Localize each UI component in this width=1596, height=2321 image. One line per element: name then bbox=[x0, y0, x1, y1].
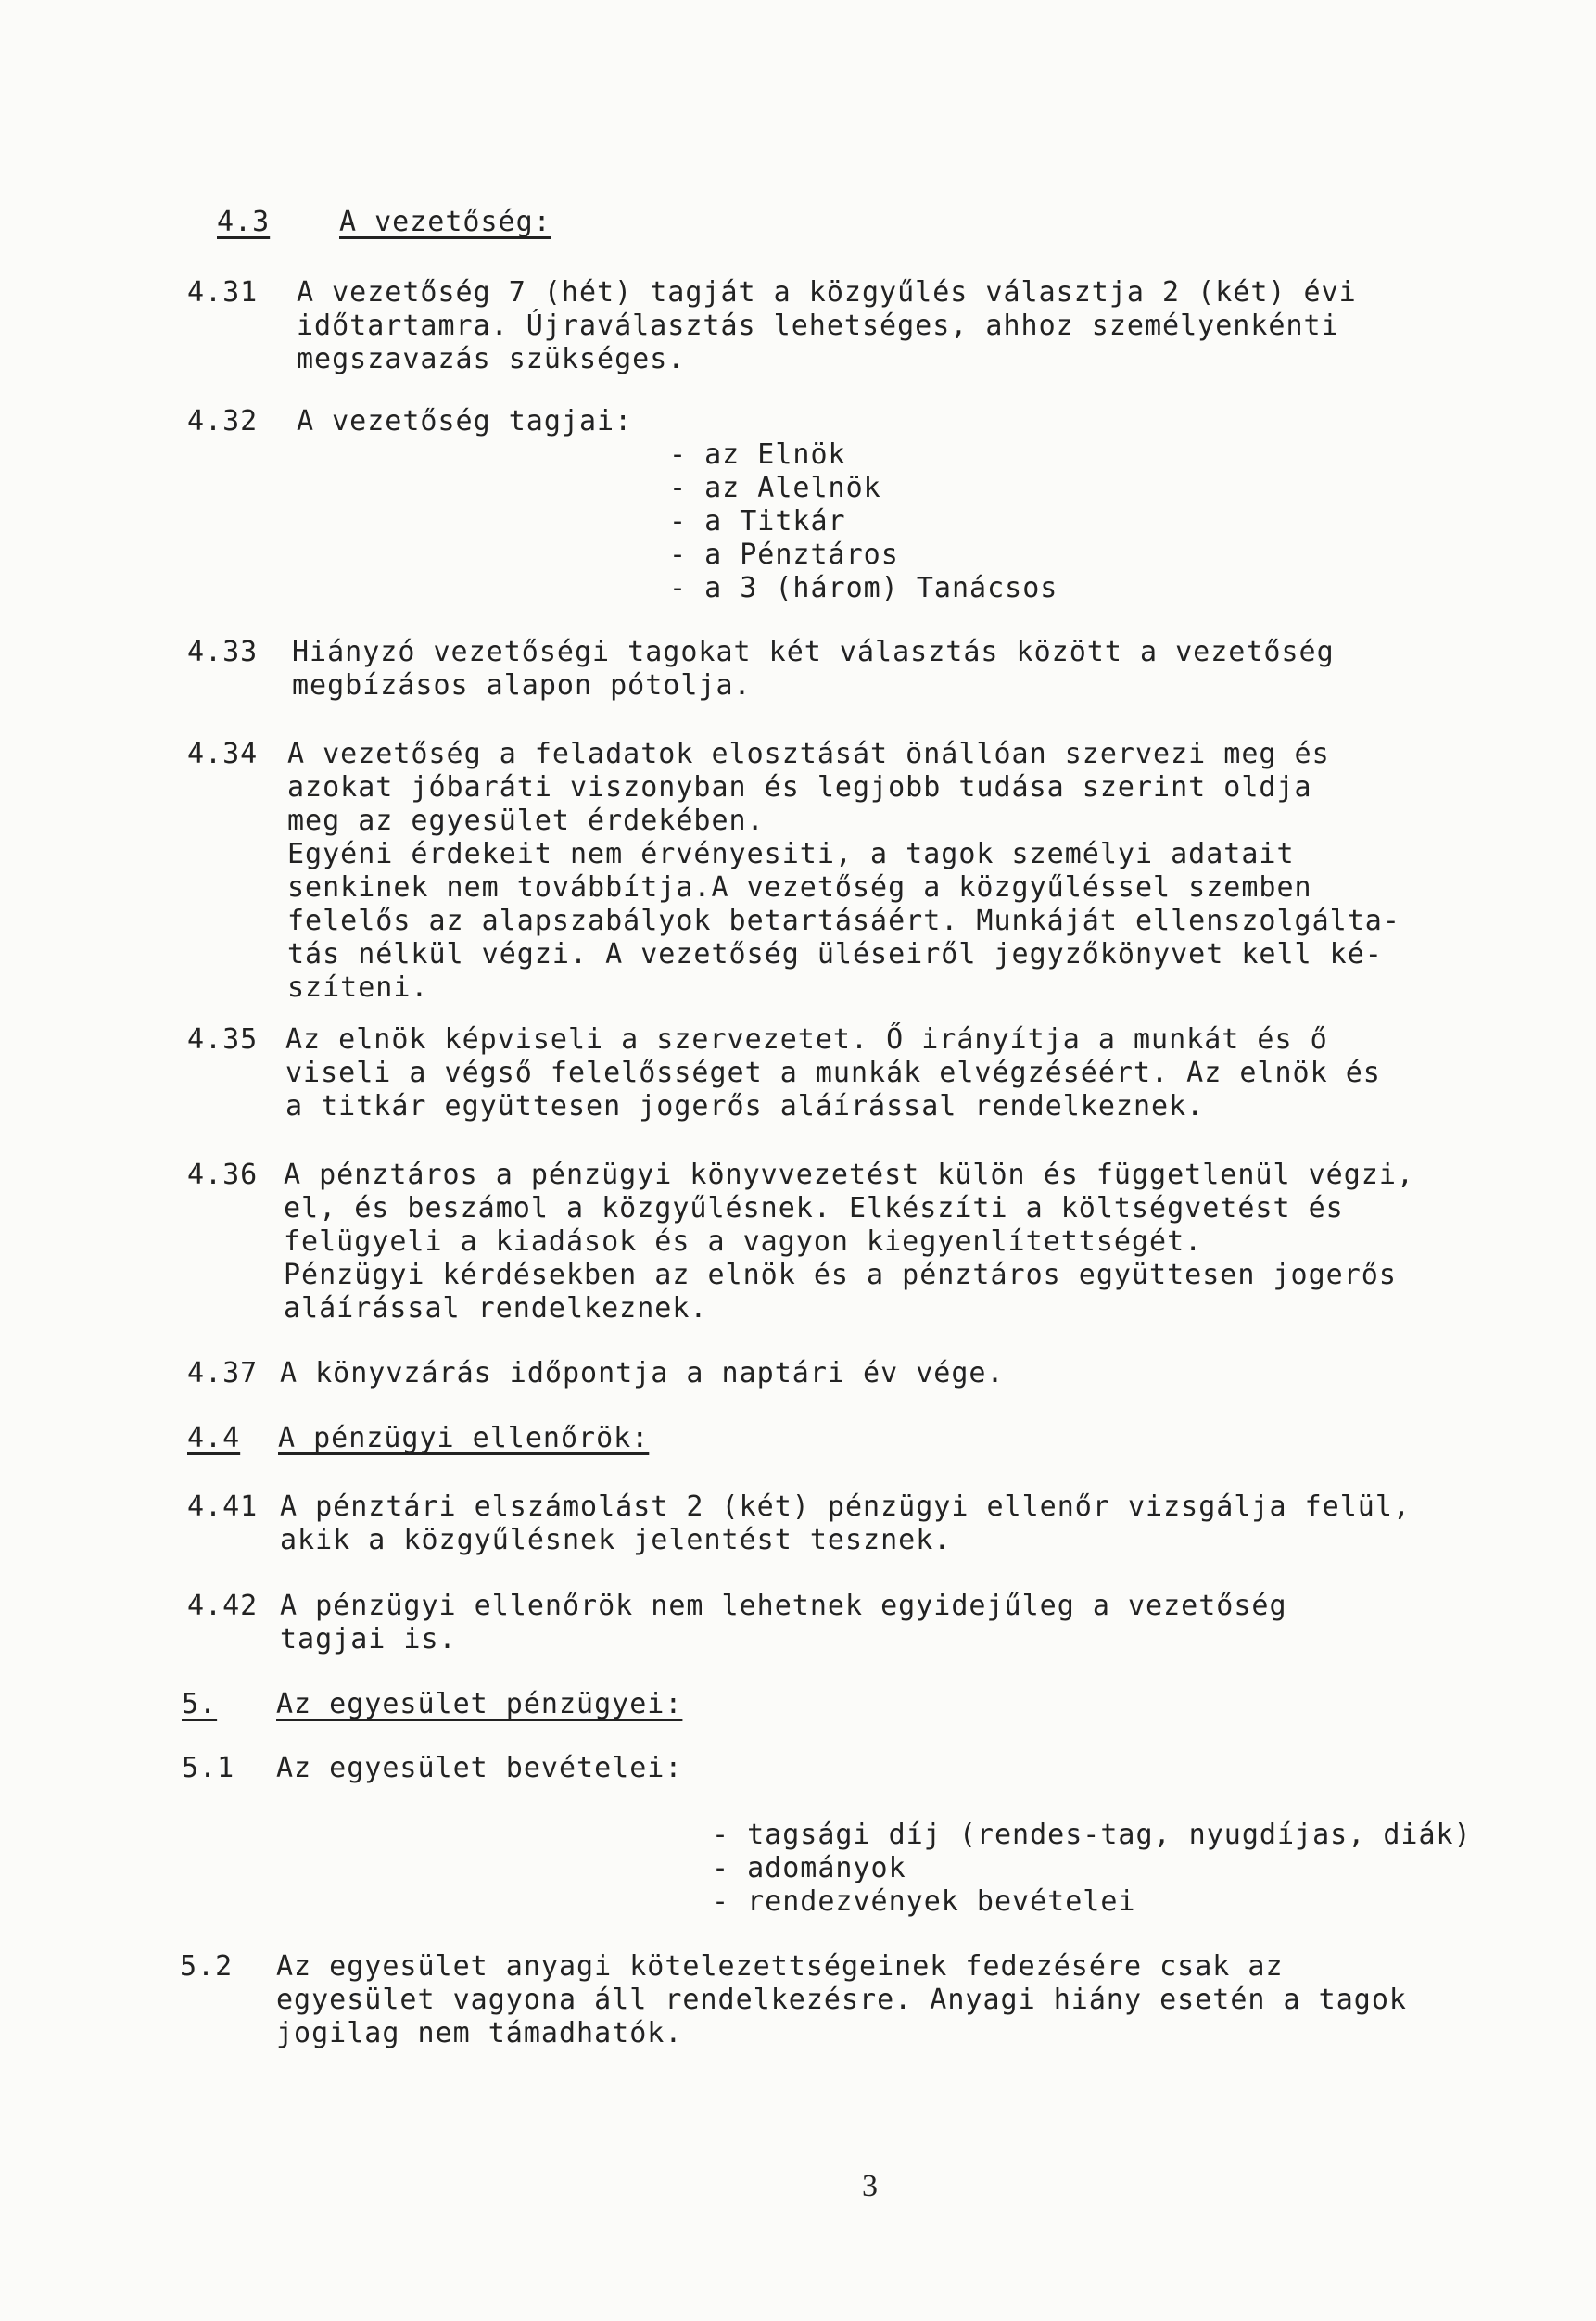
para-5-2-line: jogilag nem támadhatók. bbox=[276, 2017, 683, 2049]
para-4-34-number: 4.34 bbox=[187, 738, 259, 770]
para-4-36-line: felügyeli a kiadások és a vagyon kiegyenlítettségét. bbox=[284, 1225, 1203, 1258]
para-4-31-line: A vezetőség 7 (hét) tagját a közgyűlés választja 2 (két) évi bbox=[297, 276, 1357, 309]
section-4-4-title: A pénzügyi ellenőrök: bbox=[278, 1422, 650, 1454]
para-4-41-line: A pénztári elszámolást 2 (két) pénzügyi ellenőr vizsgálja felül, bbox=[280, 1490, 1411, 1523]
para-4-36-line: A pénztáros a pénzügyi könyvvezetést külön és függetlenül végzi, bbox=[284, 1159, 1414, 1191]
para-4-32-number: 4.32 bbox=[187, 405, 259, 438]
para-4-35-line: a titkár együttesen jogerős aláírással rendelkeznek. bbox=[285, 1090, 1205, 1122]
para-4-36-line: Pénzügyi kérdésekben az elnök és a pénztáros együttesen jogerős bbox=[284, 1259, 1397, 1291]
para-4-35-number: 4.35 bbox=[187, 1023, 259, 1056]
list-item: - rendezvények bevételei bbox=[712, 1885, 1136, 1918]
para-4-34-line: azokat jóbaráti viszonyban és legjobb tudása szerint oldja bbox=[287, 771, 1312, 804]
para-4-31-number: 4.31 bbox=[187, 276, 259, 309]
para-4-37-line: A könyvzárás időpontja a naptári év vége. bbox=[280, 1357, 1005, 1389]
list-item: - a Pénztáros bbox=[669, 539, 899, 571]
section-4-3-title: A vezetőség: bbox=[339, 206, 551, 238]
para-4-32-intro: A vezetőség tagjai: bbox=[297, 405, 633, 438]
para-5-2-line: Az egyesület anyagi kötelezettségeinek fedezésére csak az bbox=[276, 1950, 1284, 1983]
para-5-1-intro: Az egyesület bevételei: bbox=[276, 1752, 683, 1784]
para-4-42-line: tagjai is. bbox=[280, 1623, 457, 1655]
section-4-3-number: 4.3 bbox=[217, 206, 271, 238]
para-4-33-line: Hiányzó vezetőségi tagokat két választás között a vezetőség bbox=[292, 636, 1335, 668]
list-item: - az Alelnök bbox=[669, 472, 881, 504]
para-4-34-line: meg az egyesület érdekében. bbox=[287, 805, 765, 837]
para-4-31-line: megszavazás szükséges. bbox=[297, 343, 686, 375]
para-4-34-line: senkinek nem továbbítja.A vezetőség a közgyűléssel szemben bbox=[287, 871, 1312, 904]
para-5-2-number: 5.2 bbox=[180, 1950, 234, 1983]
para-4-42-number: 4.42 bbox=[187, 1590, 259, 1622]
para-4-33-number: 4.33 bbox=[187, 636, 259, 668]
para-5-2-line: egyesület vagyona áll rendelkezésre. Anyagi hiány esetén a tagok bbox=[276, 1984, 1407, 2016]
para-4-34-line: felelős az alapszabályok betartásáért. Munkáját ellenszolgálta- bbox=[287, 905, 1400, 937]
para-4-36-number: 4.36 bbox=[187, 1159, 259, 1191]
para-4-37-number: 4.37 bbox=[187, 1357, 259, 1389]
para-4-34-line: szíteni. bbox=[287, 971, 429, 1004]
para-4-42-line: A pénzügyi ellenőrök nem lehetnek egyidejűleg a vezetőség bbox=[280, 1590, 1287, 1622]
para-5-1-number: 5.1 bbox=[182, 1752, 235, 1784]
para-4-34-line: tás nélkül végzi. A vezetőség üléseiről jegyzőkönyvet kell ké- bbox=[287, 938, 1383, 970]
section-5-title: Az egyesület pénzügyei: bbox=[276, 1688, 683, 1720]
section-4-4-number: 4.4 bbox=[187, 1422, 241, 1454]
list-item: - az Elnök bbox=[669, 438, 846, 471]
para-4-41-number: 4.41 bbox=[187, 1490, 259, 1523]
page-number: 3 bbox=[862, 2169, 879, 2203]
list-item: - a 3 (három) Tanácsos bbox=[669, 572, 1058, 604]
list-item: - tagsági díj (rendes-tag, nyugdíjas, diák) bbox=[712, 1819, 1472, 1851]
list-item: - a Titkár bbox=[669, 505, 846, 538]
section-5-number: 5. bbox=[182, 1688, 218, 1720]
para-4-35-line: viseli a végső felelősséget a munkák elvégzéséért. Az elnök és bbox=[285, 1057, 1381, 1089]
para-4-36-line: aláírással rendelkeznek. bbox=[284, 1292, 708, 1325]
para-4-33-line: megbízásos alapon pótolja. bbox=[292, 669, 752, 702]
para-4-36-line: el, és beszámol a közgyűlésnek. Elkészíti a költségvetést és bbox=[284, 1192, 1344, 1224]
para-4-34-line: A vezetőség a feladatok elosztását önállóan szervezi meg és bbox=[287, 738, 1330, 770]
para-4-34-line: Egyéni érdekeit nem érvényesiti, a tagok személyi adatait bbox=[287, 838, 1295, 870]
para-4-35-line: Az elnök képviseli a szervezetet. Ő irányítja a munkát és ő bbox=[285, 1023, 1328, 1056]
para-4-31-line: időtartamra. Újraválasztás lehetséges, ahhoz személyenkénti bbox=[297, 310, 1339, 342]
para-4-41-line: akik a közgyűlésnek jelentést tesznek. bbox=[280, 1524, 952, 1556]
list-item: - adományok bbox=[712, 1852, 906, 1884]
